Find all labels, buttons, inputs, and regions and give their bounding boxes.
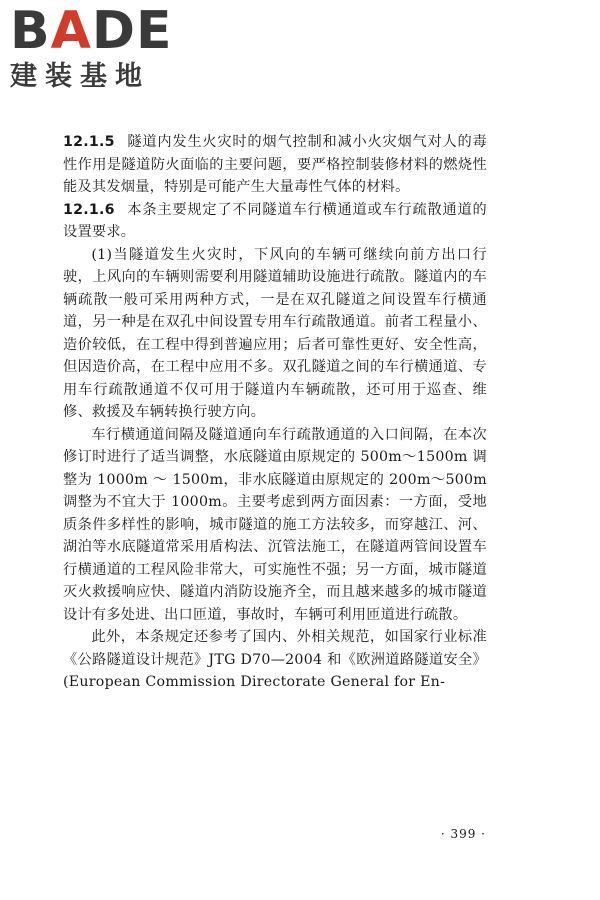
- clause-text: 隧道内发生火灾时的烟气控制和减小火灾烟气对人的毒性作用是隧道防火面临的主要问题，要严格控制装修材料的燃烧性能及其发烟量，特别是可能产生大量毒性气体的材料。: [63, 134, 487, 195]
- logo-letter-a-accent: A: [50, 1, 92, 61]
- paragraph-item-1: (1)当隧道发生火灾时，下风向的车辆可继续向前方出口行驶，上风向的车辆则需要利用隧道辅助设施进行疏散。隧道内的车辆疏散一般可采用两种方式，一是在双孔隧道之间设置车行横通道，另一种是在双孔中间设置专用车行疏散通道。前者工程量小、造价较低，在工程中得到普遍应用；后者可靠性更好、安全性高，但因造价高，在工程中应用不多。双孔隧道之间的车行横通道、专用车行疏散通道不仅可用于隧道内车辆疏散，还可用于巡查、维修、救援及车辆转换行驶方向。: [63, 246, 487, 420]
- logo-letter-b: B: [10, 1, 51, 61]
- bade-logo: [10, 1, 180, 96]
- clause-number: 12.1.5: [63, 134, 115, 150]
- page-number: · 399 ·: [440, 827, 486, 841]
- paragraph-spacing: 车行横通道间隔及隧道通向车行疏散通道的入口间隔，在本次修订时进行了适当调整，水底隧道由原规定的 500m～1500m 调整为 1000m ～ 1500m，非水底隧道由原规定的 200m～500m调整为不宜大于 1000m。主要考虑到两方面因素：一方面，受地质条件多样性的影响，城市隧道的施工方法较多，而穿越江、河、湖泊等水底隧道常采用盾构法、沉管法施工，在隧道两管间设置车行横通道的工程风险非常大，可实施性不强；另一方面，城市隧道灭火救援响应快、隧道内消防设施齐全，而且越来越多的城市隧道设计有多处进、出口匝道，事故时，车辆可利用匝道进行疏散。: [63, 426, 487, 623]
- paragraph-12-1-5: [63, 131, 487, 199]
- logo-subtitle: 建装基地: [10, 61, 150, 92]
- clause-number: 12.1.6: [63, 201, 115, 218]
- clause-text: 本条主要规定了不同隧道车行横通道或车行疏散通道的设置要求。: [63, 201, 487, 240]
- document-body: [63, 131, 487, 694]
- paragraph-references: 此外，本条规定还参考了国内、外相关规范，如国家行业标准《公路隧道设计规范》JTG D70—2004 和《欧洲道路隧道安全》(European Commission Directorate General for En-: [63, 629, 487, 690]
- logo-letters-de: DE: [91, 1, 173, 61]
- logo-wordmark: [10, 1, 180, 61]
- paragraph-12-1-6: [63, 199, 487, 244]
